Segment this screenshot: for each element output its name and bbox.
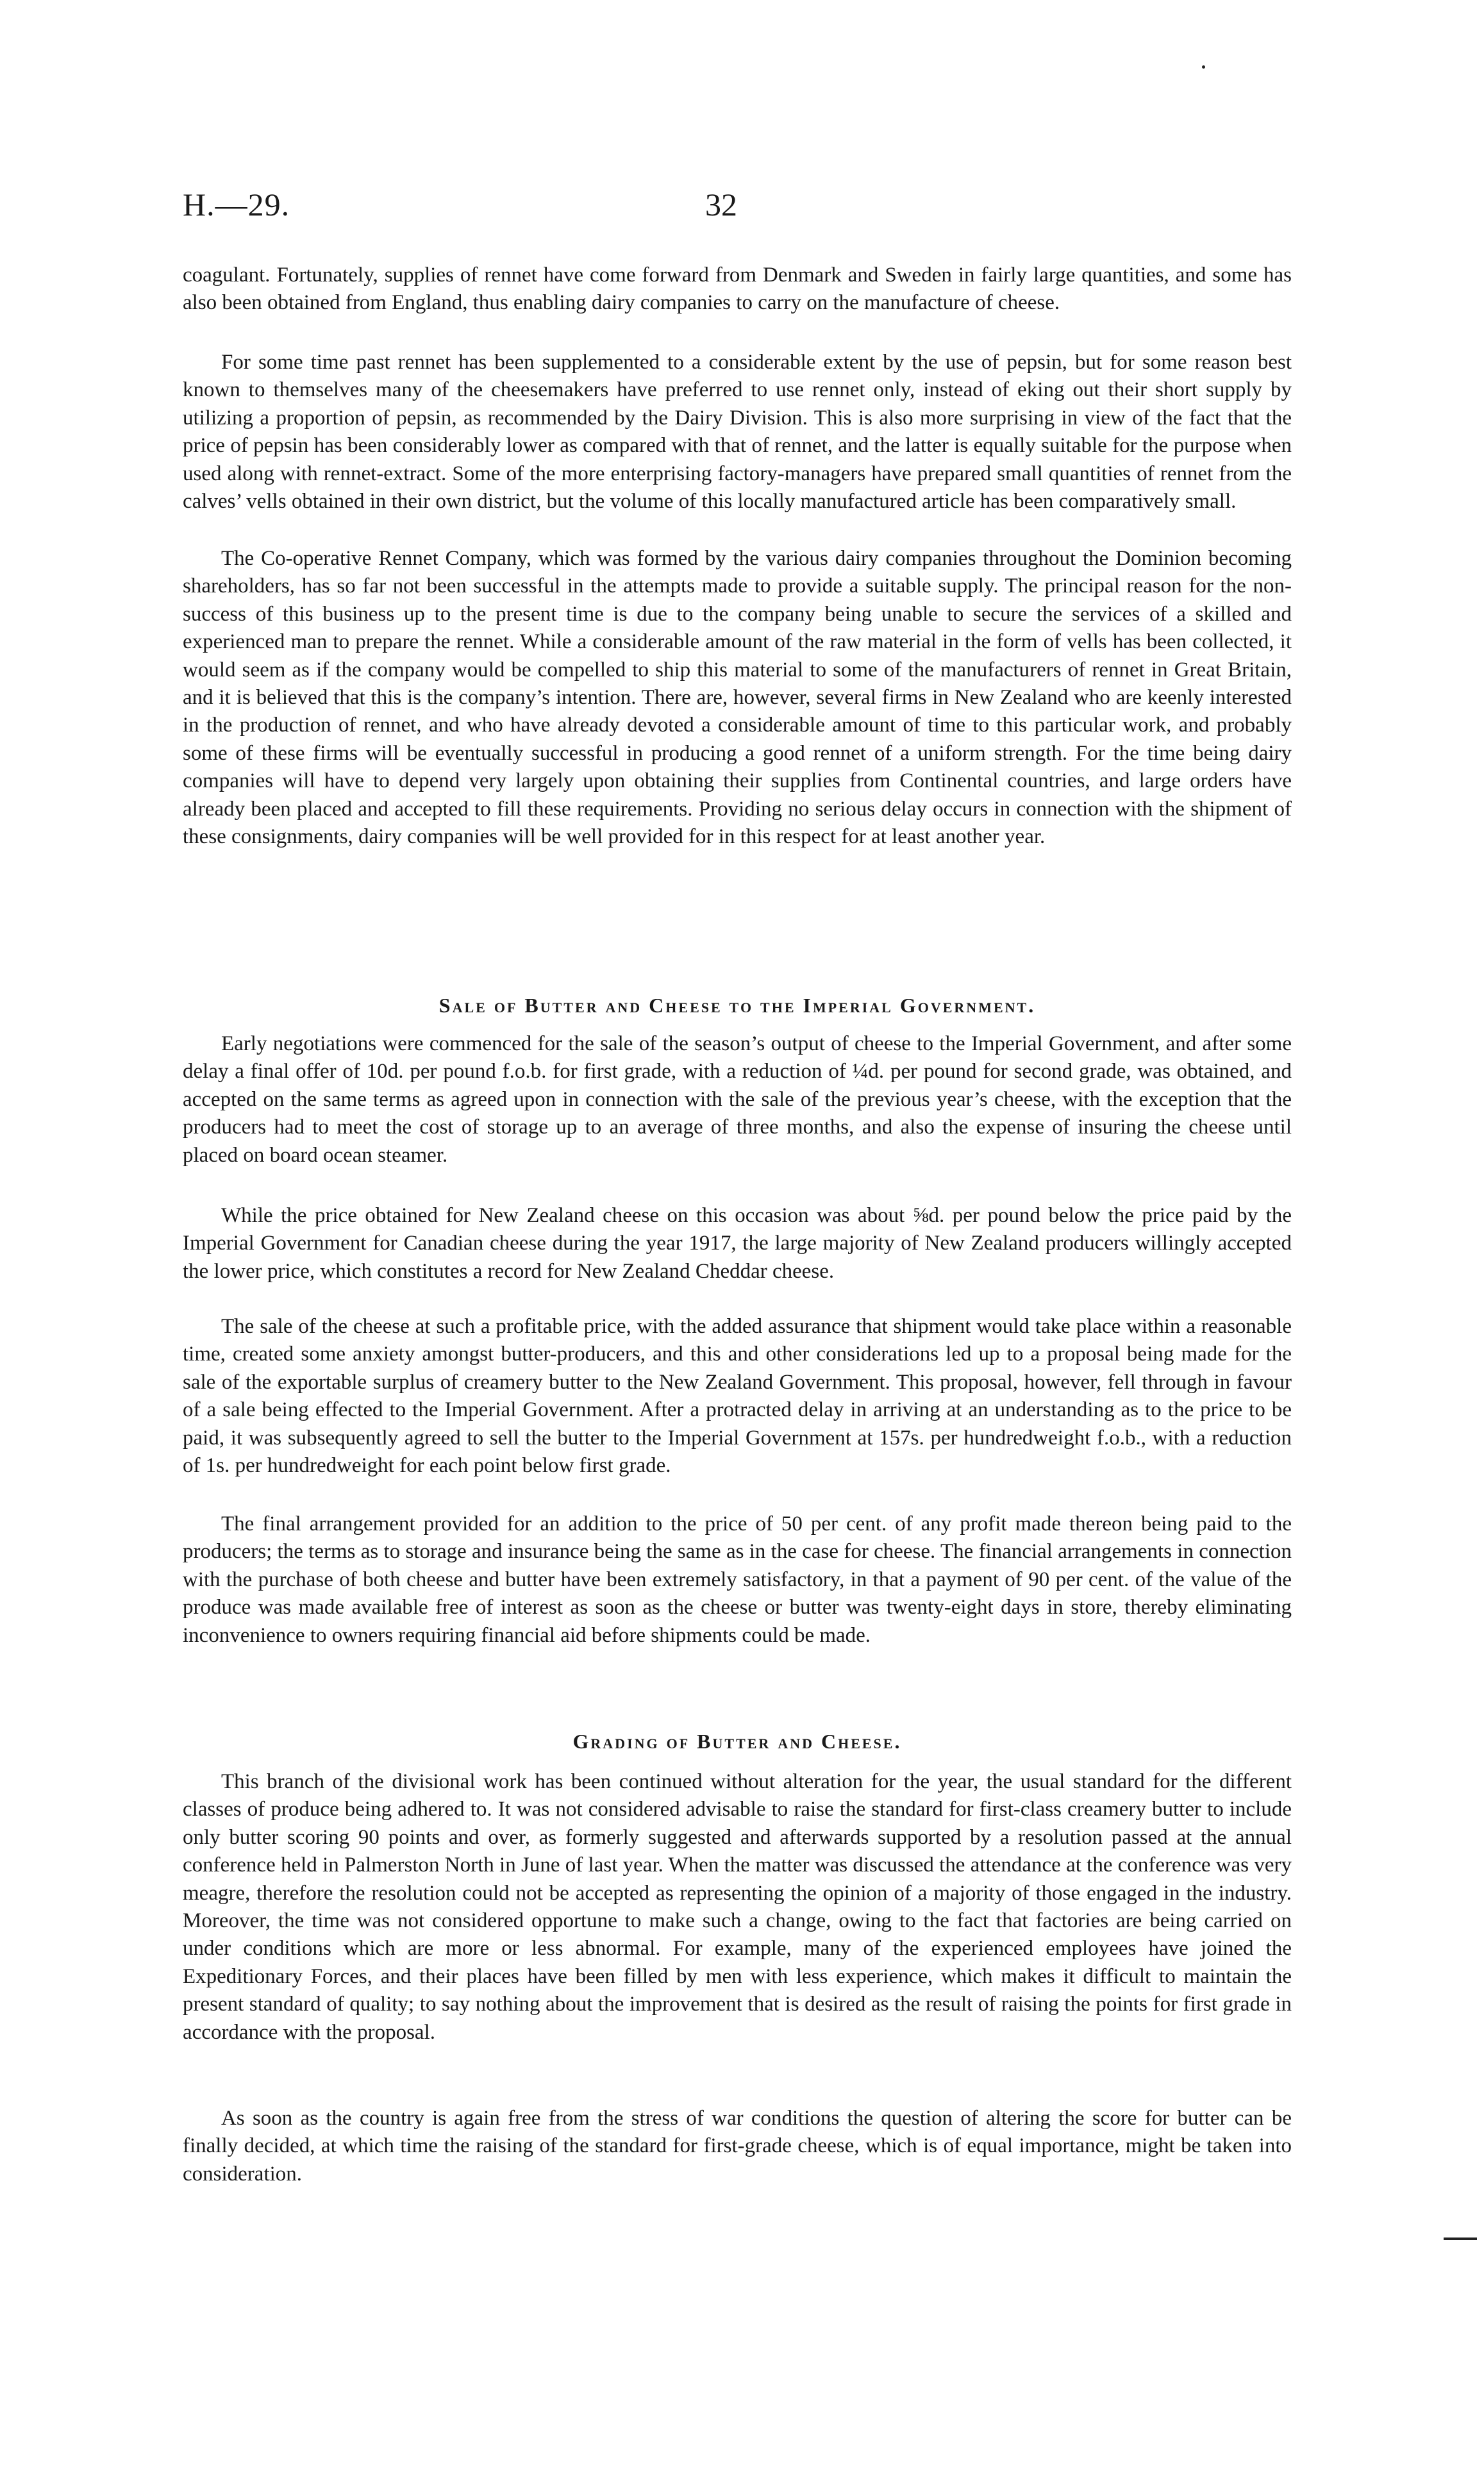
paragraph: The final arrangement provided for an addition to the price of 50 per cent. of any profit made thereon being paid to the producers; the terms as to storage and insurance being the same as in the case for cheese. The financial arrangements in connection with the purchase of both cheese and butter have been extremely satisfactory, in that a payment of 90 per cent. of the value of the produce was made available free of interest as soon as the cheese or butter was twenty-eight days in store, thereby eliminating inconvenience to owners requiring financial aid before shipments could be made. (183, 1512, 1292, 1647)
margin-dot-mark (1202, 65, 1205, 69)
section-heading: Sale of Butter and Cheese to the Imperial Government. (438, 994, 1036, 1017)
paragraph: The sale of the cheese at such a profitable price, with the added assurance that shipment would take place within a reasonable time, created some anxiety amongst butter-producers, and this and other considerations led up to a proposal being made for the sale of the exportable surplus of creamery butter to the New Zealand Government. This proposal, however, fell through in favour of a sale being effected to the Imperial Government. After a protracted delay in arriving at an understanding as to the price to be paid, it was subsequently agreed to sell the butter to the Imperial Government at 157s. per hundredweight f.o.b., with a reduction of 1s. per hundredweight for each point below first grade. (183, 1315, 1292, 1478)
paragraph: As soon as the country is again free from the stress of war conditions the question of altering the score for butter can be finally decided, at which time the raising of the standard for first-grade cheese, which is of equal importance, might be taken into consideration. (183, 2107, 1292, 2186)
paragraph: This branch of the divisional work has been continued without alteration for the year, the usual standard for the different classes of produce being adhered to. It was not considered advisable to raise the standard for first-class creamery butter to include only butter scoring 90 points and over, as formerly suggested and afterwards supported by a resolution passed at the annual conference held in Palmerston North in June of last year. When the matter was discussed the attendance at the conference was very meagre, therefore the resolution could not be accepted as representing the opinion of a majority of those engaged in the industry. Moreover, the time was not considered opportune to make such a change, owing to the fact that factories are being carried on under conditions which are more or less abnormal. For example, many of the experienced employees have joined the Expeditionary Forces, and their places have been filled by men with less experience, which makes it difficult to maintain the present standard of quality; to say nothing about the improvement that is desired as the result of raising the points for first grade in accordance with the proposal. (183, 1770, 1292, 2044)
section-heading: Grading of Butter and Cheese. (572, 1730, 902, 1753)
paragraph: For some time past rennet has been supplemented to a considerable extent by the use of pepsin, but for some reason best known to themselves many of the cheesemakers have preferred to use rennet only, instead of eking out their short supply by utilizing a proportion of pepsin, as recommended by the Dairy Division. This is also more surprising in view of the fact that the price of pepsin has been considerably lower as compared with that of rennet, and the latter is equally suitable for the purpose when used along with rennet-extract. Some of the more enterprising factory-managers have prepared small quantities of rennet from the calves’ vells obtained in their own district, but the volume of this locally manufactured article has been comparatively small. (183, 351, 1292, 514)
paragraph: The Co-operative Rennet Company, which was formed by the various dairy companies throughout the Dominion becoming shareholders, has so far not been successful in the attempts made to provide a suitable supply. The principal reason for the non-success of this business up to the present time is due to the company being unable to secure the services of a skilled and experienced man to prepare the rennet. While a considerable amount of the raw material in the form of vells has been collected, it would seem as if the company would be compelled to ship this material to some of the manufacturers of rennet in Great Britain, and it is believed that this is the company’s intention. There are, however, several firms in New Zealand who are keenly interested in the production of rennet, and who have already devoted a considerable amount of time to this particular work, and probably some of these firms will be eventually successful in producing a good rennet of a uniform strength. For the time being dairy companies will have to depend very largely upon obtaining their supplies from Continental countries, and large orders have already been placed and accepted to fill these requirements. Providing no serious delay occurs in connection with the shipment of these consignments, dairy companies will be well provided for in this respect for at least another year. (183, 547, 1292, 849)
margin-dash-mark (1444, 2238, 1477, 2240)
paragraph: coagulant. Fortunately, supplies of rennet have come forward from Denmark and Sweden in fairly large quantities, and some has also been obtained from England, thus enabling dairy companies to carry on the manufacture of cheese. (183, 263, 1292, 315)
paragraph: Early negotiations were commenced for the sale of the season’s output of cheese to the Imperial Government, and after some delay a final offer of 10d. per pound f.o.b. for first grade, with a reduction of ¼d. per pound for second grade, was obtained, and accepted on the same terms as agreed upon in connection with the sale of the previous year’s cheese, with the exception that the producers had to meet the cost of storage up to an average of three months, and also the expense of insuring the cheese until placed on board ocean steamer. (183, 1032, 1292, 1167)
page-number: 32 (705, 187, 737, 222)
page-header-code: H.—29. (183, 187, 290, 222)
paragraph: While the price obtained for New Zealand cheese on this occasion was about ⅝d. per pound below the price paid by the Imperial Government for Canadian cheese during the year 1917, the large majority of New Zealand producers willingly accepted the lower price, which constitutes a record for New Zealand Cheddar cheese. (183, 1204, 1292, 1283)
